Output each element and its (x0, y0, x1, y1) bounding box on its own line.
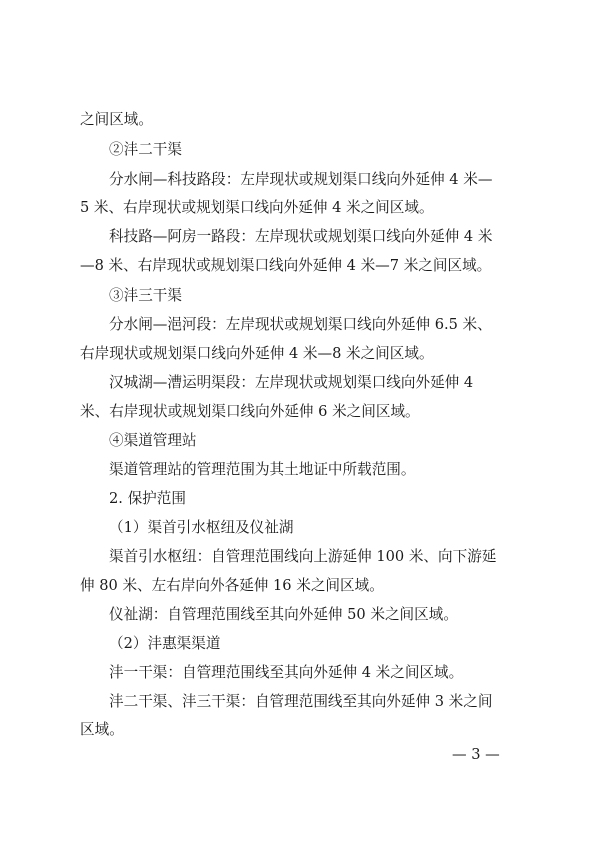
text-line: （1）渠首引水枢纽及仪祉湖 (109, 519, 294, 536)
text-line: ③沣三干渠 (109, 287, 182, 304)
text-line: （2）沣惠渠渠道 (109, 635, 221, 652)
text-line: ④渠道管理站 (109, 432, 197, 449)
text-line: 2. 保护范围 (109, 490, 186, 507)
text-line: 右岸现状或规划渠口线向外延伸 4 米—8 米之间区域。 (80, 345, 434, 362)
text-line: 之间区域。 (80, 111, 153, 128)
text-line: 区域。 (80, 721, 124, 738)
text-line: 沣一干渠：自管理范围线至其向外延伸 4 米之间区域。 (109, 664, 464, 681)
text-line: 渠首引水枢纽：自管理范围线向上游延伸 100 米、向下游延 (109, 548, 497, 565)
text-line: —8 米、右岸现状或规划渠口线向外延伸 4 米—7 米之间区域。 (80, 257, 492, 274)
text-line: 沣二干渠、沣三干渠：自管理范围线至其向外延伸 3 米之间 (109, 693, 493, 710)
text-line: 汉城湖—漕运明渠段：左岸现状或规划渠口线向外延伸 4 (109, 374, 474, 391)
text-line: 仪祉湖：自管理范围线至其向外延伸 50 米之间区域。 (109, 606, 458, 623)
page-number: — 3 — (452, 746, 500, 763)
text-line: ②沣二干渠 (109, 141, 182, 158)
text-line: 分水闸—浥河段：左岸现状或规划渠口线向外延伸 6.5 米、 (109, 316, 492, 333)
text-line: 渠道管理站的管理范围为其土地证中所载范围。 (109, 461, 416, 478)
text-line: 米、右岸现状或规划渠口线向外延伸 6 米之间区域。 (80, 403, 420, 420)
text-line: 分水闸—科技路段：左岸现状或规划渠口线向外延伸 4 米— (109, 171, 493, 188)
text-line: 科技路—阿房一路段：左岸现状或规划渠口线向外延伸 4 米 (109, 228, 493, 245)
text-line: 5 米、右岸现状或规划渠口线向外延伸 4 米之间区域。 (80, 199, 434, 216)
text-line: 伸 80 米、左右岸向外各延伸 16 米之间区域。 (80, 577, 384, 594)
